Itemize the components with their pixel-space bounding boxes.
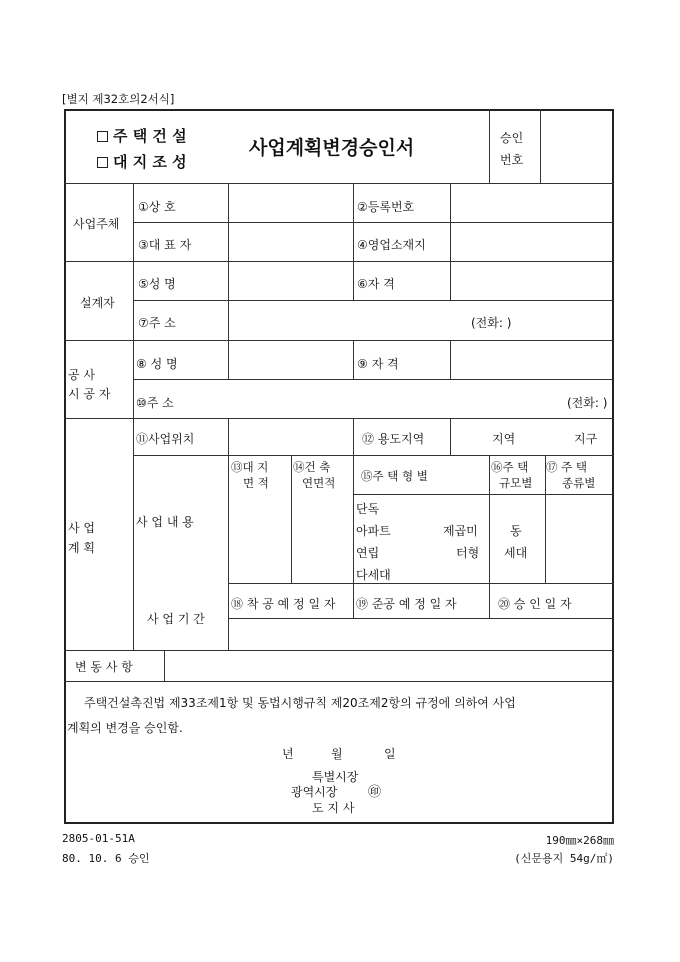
rule: [353, 418, 354, 455]
rule: [489, 109, 490, 183]
rule: [450, 418, 451, 455]
field-label-approval-date: ⑳ 승 인 일 자: [498, 597, 572, 611]
zone-district-label: 지구: [574, 432, 598, 446]
square-meter-label: 제곱미: [443, 524, 478, 538]
rule: [450, 183, 451, 300]
document-title: 사업계획변경승인서: [249, 137, 415, 159]
rule: [64, 261, 614, 262]
type-suffix-label: 터형: [456, 546, 480, 560]
authority-city-mayor: 광역시장: [291, 785, 338, 799]
rule: [64, 340, 614, 341]
approval-date-footer: 80. 10. 6 승인: [62, 852, 150, 865]
section-constructor: 공 사: [68, 368, 95, 382]
approval-number-label-2: 번호: [500, 153, 524, 167]
section-applicant: 사업주체: [73, 217, 120, 231]
rule: [450, 340, 451, 379]
rule: [228, 418, 229, 650]
approval-number-label: 승인: [500, 131, 524, 145]
rule: [133, 222, 614, 223]
designer-phone: (전화: ): [471, 316, 512, 330]
column-housing-kind-2: 종류별: [562, 476, 596, 490]
form-label: [별지 제32호의2서식]: [62, 92, 175, 106]
rule: [353, 340, 354, 379]
field-label-designer-address: ⑦주 소: [138, 316, 176, 330]
rule: [291, 455, 292, 583]
paper-size: 190㎜×268㎜: [545, 834, 614, 847]
rule: [133, 379, 614, 380]
field-label-constructor-address: ⑩주 소: [136, 396, 174, 410]
section-constructor-2: 시 공 자: [68, 387, 111, 401]
rule: [353, 494, 614, 495]
rule: [540, 109, 541, 183]
rule: [133, 183, 134, 650]
column-floor-area: ⑭건 축: [293, 460, 331, 474]
field-label-office-address: ④영업소재지: [357, 238, 426, 252]
section-designer: 설계자: [80, 296, 115, 310]
unit-household-label: 세대: [504, 546, 528, 560]
field-label-business-location: ⑪사업위치: [136, 432, 195, 446]
rule: [133, 300, 614, 301]
rule: [228, 183, 229, 379]
column-housing-size: ⑯주 택: [491, 460, 529, 474]
constructor-phone: (전화: ): [567, 396, 608, 410]
rule: [228, 583, 614, 584]
checkbox-icon[interactable]: [97, 131, 108, 142]
rule: [64, 183, 614, 184]
housing-type-detached: 단독: [356, 502, 380, 516]
field-label-designer-name: ⑤성 명: [138, 277, 176, 291]
date-year-label: 년: [282, 747, 294, 761]
date-day-label: 일: [384, 747, 396, 761]
approval-statement-line-1: 주택건설촉진법 제33조제1항 및 동법시행규칙 제20조제2항의 규정에 의하여 사업: [84, 696, 516, 710]
rule: [133, 455, 614, 456]
rule: [228, 618, 614, 619]
rule: [353, 183, 354, 300]
business-period-label: 사 업 기 간: [147, 612, 205, 626]
field-label-designer-qualification: ⑥자 격: [357, 277, 395, 291]
form-code: 2805-01-51A: [62, 832, 135, 845]
field-label-registration-no: ②등록번호: [357, 200, 415, 214]
zone-area-label: 지역: [492, 432, 516, 446]
authority-metropolitan-mayor: 특별시장: [312, 770, 359, 784]
field-label-start-date: ⑱ 착 공 예 정 일 자: [231, 597, 336, 611]
approval-statement-line-2: 계획의 변경을 승인함.: [67, 721, 183, 735]
column-site-area: ⑬대 지: [231, 460, 269, 474]
field-label-completion-date: ⑲ 준공 예 정 일 자: [356, 597, 457, 611]
rule: [64, 650, 614, 651]
column-floor-area-2: 연면적: [302, 476, 336, 490]
form-frame: [64, 109, 614, 824]
date-month-label: 월: [331, 747, 343, 761]
business-content-label: 사 업 내 용: [136, 515, 194, 529]
column-site-area-2: 면 적: [243, 476, 269, 490]
unit-building-label: 동: [510, 524, 522, 538]
column-housing-type: ⑮주 택 형 별: [361, 469, 428, 483]
field-label-representative: ③대 표 자: [138, 238, 192, 252]
housing-type-rowhouse: 연립: [356, 546, 380, 560]
field-label-zoning: ⑫ 용도지역: [362, 432, 425, 446]
housing-type-multiplex: 다세대: [356, 568, 391, 582]
authority-governor: 도 지 사: [312, 801, 355, 815]
column-housing-kind: ⑰ 주 택: [546, 460, 588, 474]
rule: [353, 455, 354, 618]
field-label-constructor-name: ⑧ 성 명: [136, 357, 178, 371]
section-business-plan: 사 업: [68, 521, 95, 535]
paper-type: (신문용지 54g/㎡): [514, 852, 614, 865]
rule: [164, 650, 165, 681]
checkbox-land-development[interactable]: 대 지 조 성: [97, 151, 187, 172]
rule: [64, 418, 614, 419]
housing-type-apartment: 아파트: [356, 524, 391, 538]
rule: [64, 681, 614, 682]
field-label-company: ①상 호: [138, 200, 176, 214]
changes-label: 변 동 사 항: [75, 660, 133, 674]
rule: [489, 455, 490, 618]
seal-icon: ㊞: [368, 785, 382, 800]
checkbox-housing-construction[interactable]: 주 택 건 설: [97, 125, 187, 146]
checkbox-icon[interactable]: [97, 157, 108, 168]
field-label-constructor-qualification: ⑨ 자 격: [357, 357, 399, 371]
column-housing-size-2: 규모별: [499, 476, 533, 490]
section-business-plan-2: 계 획: [68, 541, 95, 555]
